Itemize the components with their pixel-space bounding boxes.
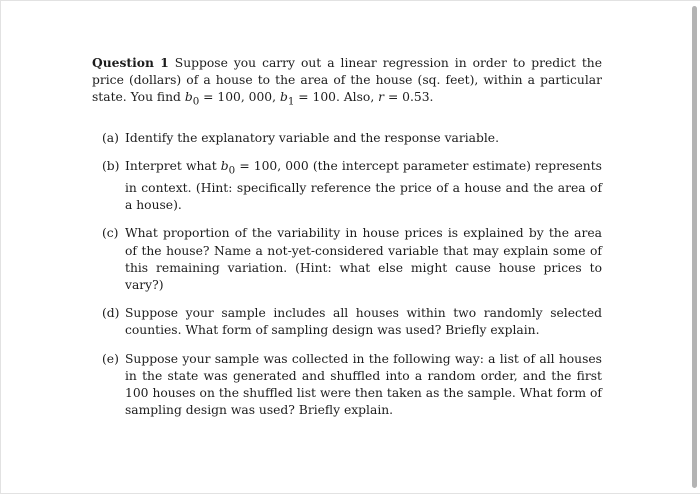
b0-symbol: b (220, 159, 229, 174)
part-text-post: = 100, 000 (the intercept parameter estimate) represents in context. (Hint: specifically reference the price of a house and the area of a house). (125, 159, 602, 213)
b0-symbol: b (184, 90, 193, 105)
r-value: = 0.53. (387, 90, 434, 105)
question-intro (92, 54, 602, 111)
part-label: (e) (102, 351, 119, 366)
part-label: (c) (102, 226, 119, 241)
part-label: (b) (102, 159, 120, 174)
part-e (92, 351, 602, 420)
vertical-scrollbar[interactable] (692, 6, 697, 488)
question-parts (92, 130, 602, 419)
part-text: What proportion of the variability in house prices is explained by the area of the house? Name a not-yet-considered variable that may explain some of this remaining variation. (Hint: what else might cause house prices to vary?) (125, 226, 602, 292)
part-d (92, 305, 602, 339)
part-label: (a) (102, 131, 119, 146)
part-text: Suppose your sample was collected in the following way: a list of all houses in the state was generated and shuffled into a random order, and the first 100 houses on the shuffled list were then taken as the sample. What form of sampling design was used? Briefly explain. (125, 351, 602, 418)
part-a (92, 130, 602, 147)
part-b (92, 158, 602, 214)
b1-symbol: b (279, 90, 288, 105)
part-text: Identify the explanatory variable and the response variable. (125, 131, 499, 146)
b0-value: = 100, 000, (203, 90, 277, 105)
r-symbol: r (378, 90, 385, 105)
part-text: Suppose your sample includes all houses within two randomly selected counties. What form of sampling design was used? Briefly explain. (125, 306, 602, 338)
part-text-pre: Interpret what (125, 159, 217, 174)
part-c (92, 225, 602, 294)
part-label: (d) (102, 306, 120, 321)
intro-text: Suppose you carry out a linear regression in order to predict the price (dollars) of a house to the area of the house (sq. feet), within a particular state. You find (92, 56, 602, 105)
b0-subscript: 0 (228, 164, 236, 177)
b1-value: = 100. Also, (298, 90, 375, 105)
question-heading: Question 1 (92, 55, 169, 70)
b0-subscript: 0 (192, 95, 200, 108)
question-document (92, 54, 602, 430)
b1-subscript: 1 (287, 95, 295, 108)
